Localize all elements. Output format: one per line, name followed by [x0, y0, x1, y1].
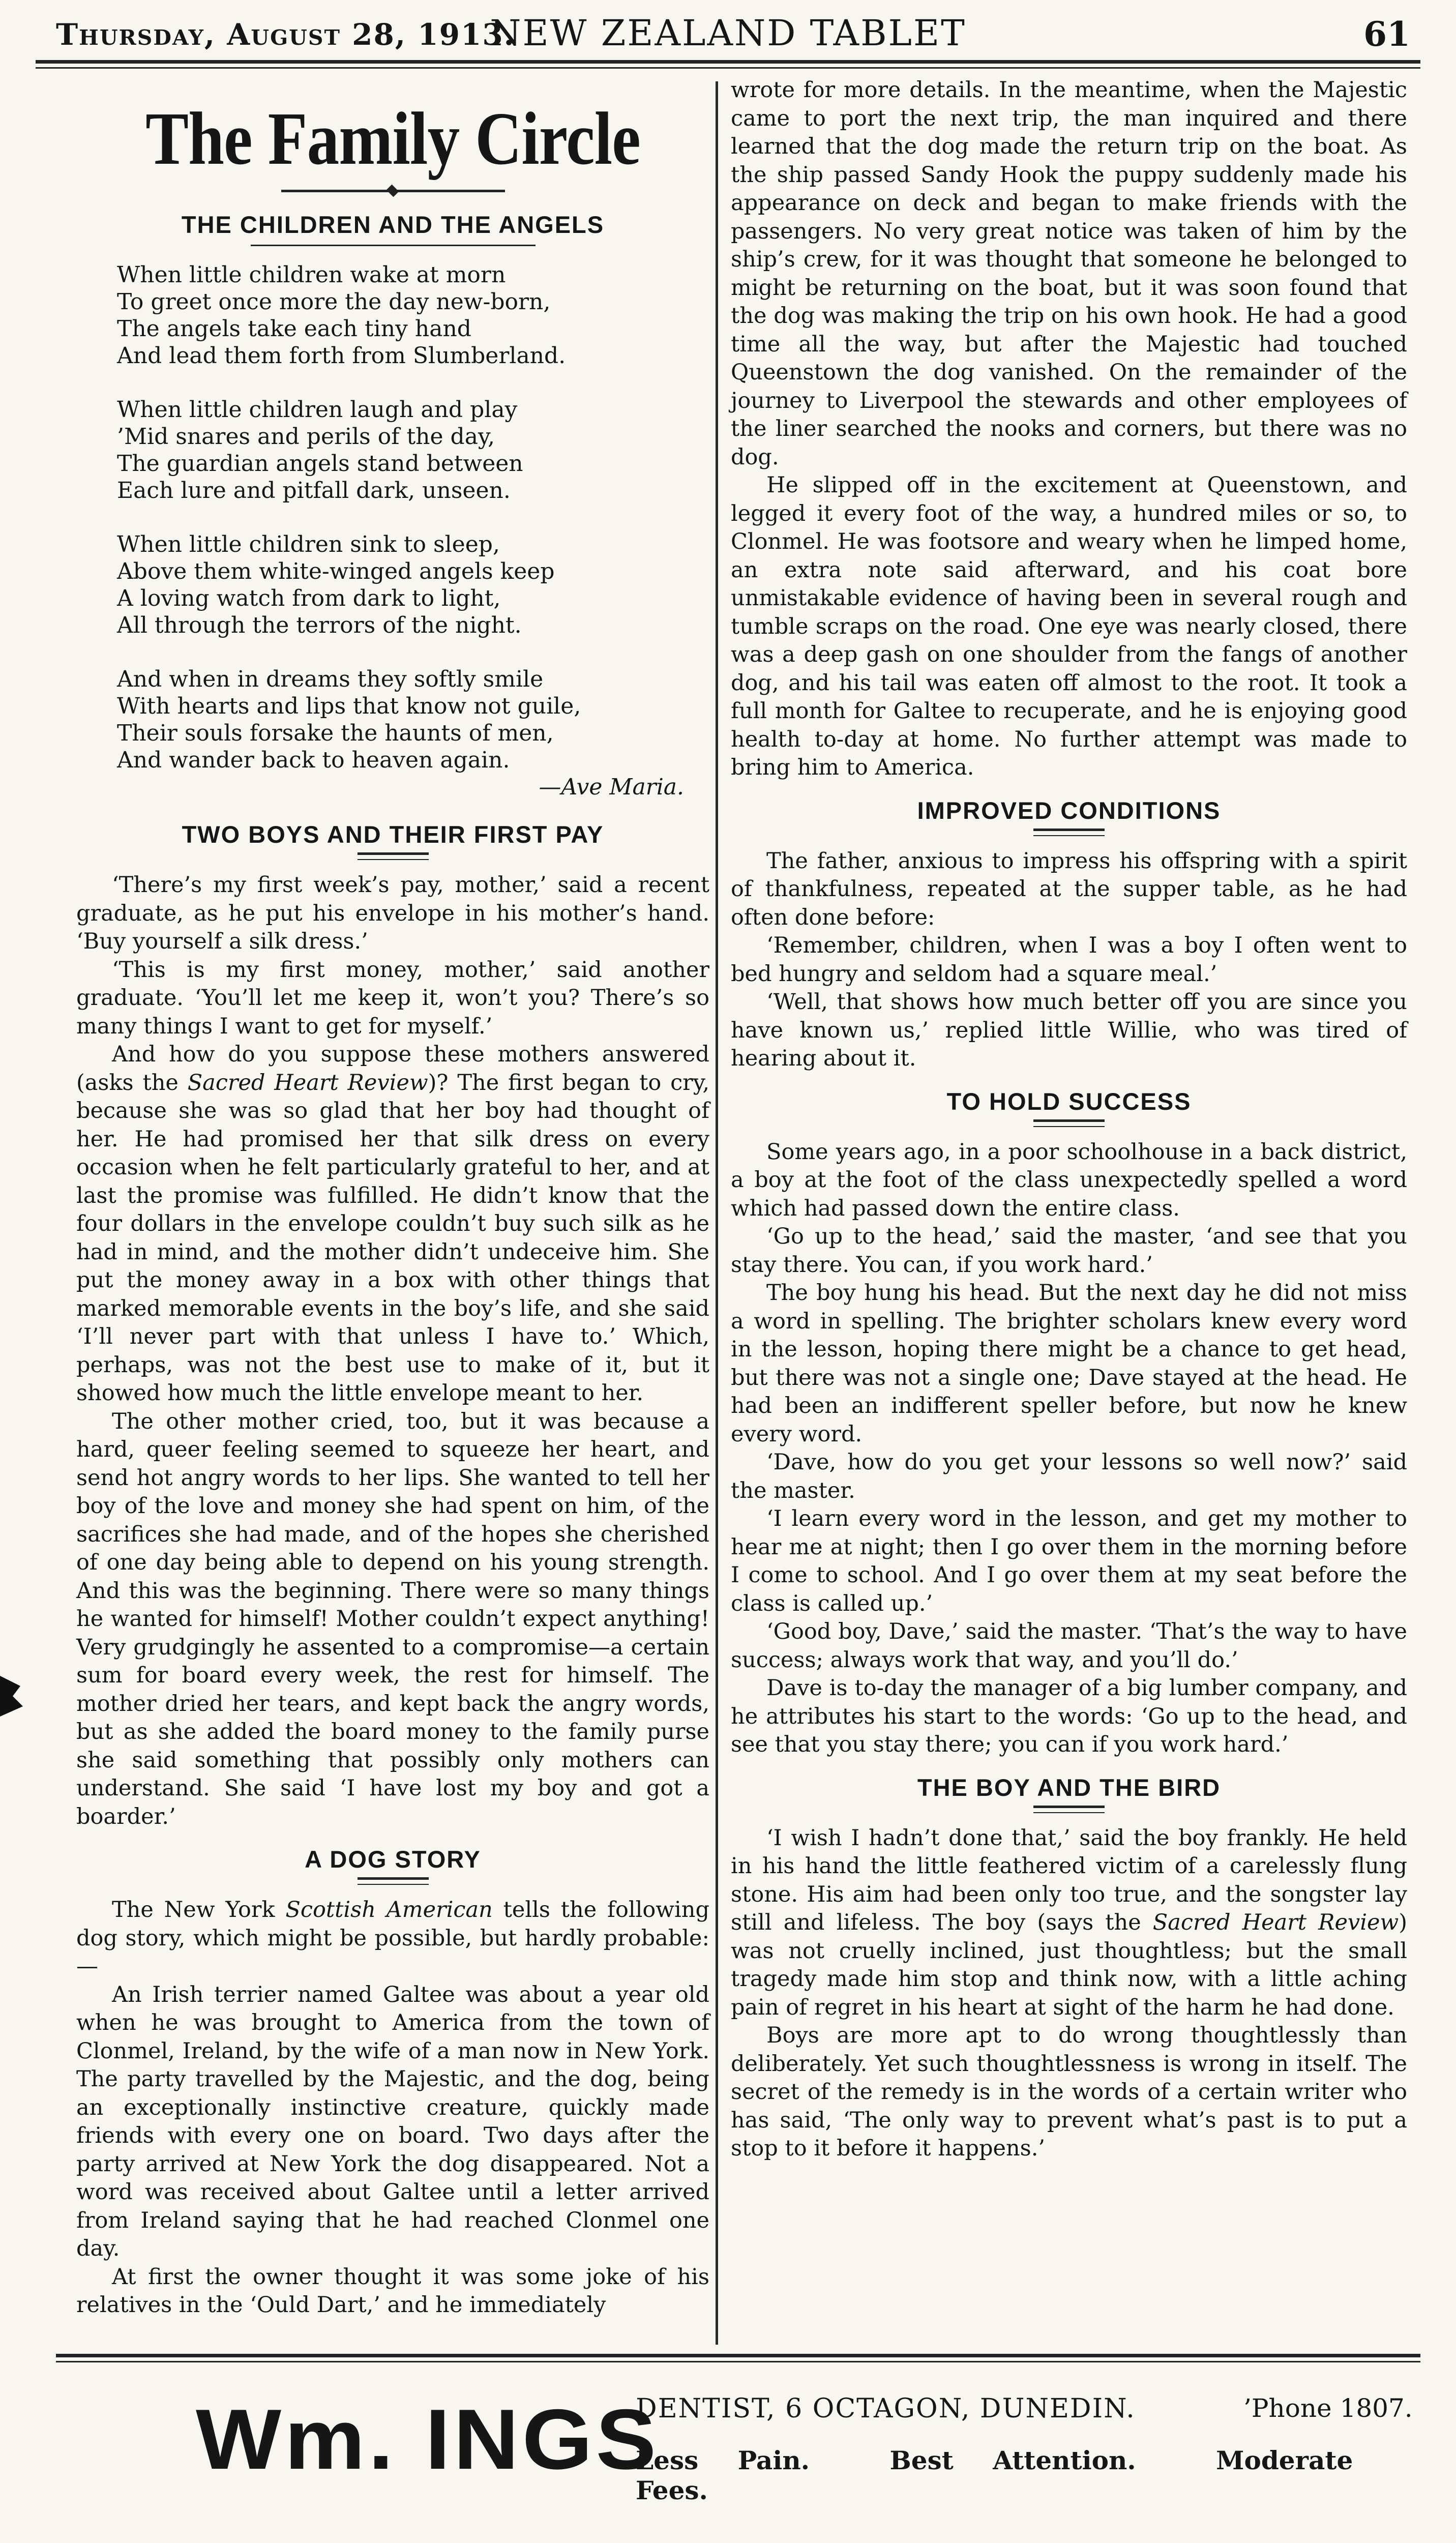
- footer-rule-thin: [56, 2361, 1420, 2362]
- left-column: [76, 76, 709, 2320]
- first-pay-paragraph: ‘There’s my first week’s pay, mother,’ said a recent graduate, as he put his envelope in his mother’s hand. ‘Buy yourself a silk dress.’: [76, 872, 709, 954]
- poem-line: Each lure and pitfall dark, unseen.: [117, 478, 511, 504]
- first-pay-rule: [358, 852, 429, 860]
- first-pay-title: TWO BOYS AND THEIR FIRST PAY: [182, 821, 604, 848]
- success-paragraph: Some years ago, in a poor schoolhouse in a back district, a boy at the foot of the class unexpectedly spelled a word which had passed down the entire class.: [731, 1139, 1407, 1221]
- issue-date: Thursday, August 28, 1913.: [56, 17, 515, 52]
- advert-taglines: [636, 2445, 1456, 2505]
- poem-rule: [251, 245, 536, 246]
- advert-tagline: Less Pain.: [636, 2445, 810, 2475]
- section-title: The Family Circle: [145, 97, 640, 181]
- column-divider: [716, 81, 718, 2345]
- poem-line: With hearts and lips that know not guile,: [117, 693, 581, 719]
- advert-name: Wm. INGS: [196, 2391, 660, 2487]
- poem-stanza: [117, 396, 709, 504]
- improved-paragraph: ‘Well, that shows how much better off you are since you have known us,’ replied little Willie, who was tired of hearing about it.: [731, 989, 1407, 1071]
- poem-line: And lead them forth from Slumberland.: [117, 343, 566, 369]
- poem-line: And when in dreams they softly smile: [117, 666, 544, 692]
- dog-story-paragraph: [76, 1896, 709, 1981]
- title-ornament: [281, 185, 505, 196]
- text-run: ) was not cruelly inclined, just thoughtless; but the small tragedy made him stop and think now, with a little aching pain of regret in his heart at sight of the harm he had done.: [731, 1910, 1407, 2020]
- footer-rule: [56, 2354, 1420, 2357]
- success-paragraph: ‘Good boy, Dave,’ said the master. ‘That’s the way to have success; always work that way, and you’ll do.’: [731, 1619, 1407, 1673]
- poem-stanza: [117, 531, 709, 639]
- advert-tagline: Moderate Fees.: [636, 2445, 1353, 2505]
- success-paragraph: Dave is to-day the manager of a big lumber company, and he attributes his start to the words: ‘Go up to the head, and see that you stay there; you can if you work hard.’: [731, 1675, 1407, 1757]
- improved-paragraph: The father, anxious to impress his offspring with a spirit of thankfulness, repeated at the supper table, as he had often done before:: [731, 848, 1407, 930]
- bird-paragraph: [731, 1824, 1407, 2022]
- poem: [117, 261, 709, 774]
- poem-line: All through the terrors of the night.: [117, 612, 522, 638]
- poem-line: The angels take each tiny hand: [117, 316, 471, 342]
- success-title: TO HOLD SUCCESS: [946, 1087, 1192, 1115]
- text-run: And how do you suppose these mothers answered (asks the: [76, 1042, 709, 1096]
- poem-line: When little children sink to sleep,: [117, 531, 500, 557]
- improved-paragraph: ‘Remember, children, when I was a boy I often went to bed hungry and seldom had a square meal.’: [731, 933, 1407, 987]
- dog-story-title: A DOG STORY: [305, 1846, 481, 1873]
- header-rule: [36, 60, 1420, 64]
- text-run: )? The first began to cry, because she was so glad that her boy had thought of her. He had promised her that silk dress on every occasion when he felt particularly grateful to her, and at last the promise was fulfilled. He didn’t know that the four dollars in the envelope couldn’t buy such silk as he had in mind, and the mother didn’t undeceive him. She put the money away in a box with other things that marked memorable events in the boy’s life, and she said ‘I’ll never part with that unless I have to.’ Which, perhaps, was not the best use to make of it, but it showed how much the little envelope meant to her.: [76, 1070, 709, 1406]
- bird-paragraph: Boys are more apt to do wrong thoughtlessly than deliberately. Yet such thoughtlessness is wrong in itself. The secret of the remedy is in the words of a certain writer who has said, ‘The only way to prevent what’s past is to put a stop to it before it happens.’: [731, 2023, 1407, 2161]
- poem-attribution: —Ave Maria.: [539, 774, 684, 800]
- success-paragraph: ‘I learn every word in the lesson, and get my mother to hear me at night; then I go over them in the morning before I come to school. And I go over them at my seat before the class is called up.’: [731, 1506, 1407, 1616]
- paper-title: NEW ZEALAND TABLET: [490, 12, 966, 54]
- poem-line: Their souls forsake the haunts of men,: [117, 720, 554, 746]
- poem-line: The guardian angels stand between: [117, 451, 523, 477]
- poem-line: And wander back to heaven again.: [117, 747, 510, 773]
- header-rule-thin: [36, 67, 1420, 69]
- improved-rule: [1033, 829, 1105, 836]
- dog-story-paragraph: wrote for more details. In the meantime, when the Majestic came to port the next trip, the man inquired and there learned that the dog made the return trip on the boat. As the ship passed Sandy Hook the puppy suddenly made his appearance on deck and began to make friends with the passengers. No very great notice was taken of him by the ship’s crew, for it was thought that someone he belonged to might be returning on the boat, but it was soon found that the dog was making the trip on his own hook. He had a good time all the way, but after the Majestic had touched Queenstown the dog vanished. On the remainder of the journey to Liverpool the stewards and other employees of the liner searched the nooks and corners, but there was no dog.: [731, 77, 1407, 470]
- improved-title: IMPROVED CONDITIONS: [917, 796, 1221, 824]
- dog-story-rule: [358, 1877, 429, 1885]
- first-pay-paragraph: The other mother cried, too, but it was because a hard, queer feeling seemed to squeeze her heart, and send hot angry words to her lips. She wanted to tell her boy of the love and money she had spent on him, of the sacrifices she had made, and of the hopes she cherished of one day being able to depend on his young strength. And this was the beginning. There were so many things he wanted for himself! Mother couldn’t expect anything! Very grudgingly he assented to a compromise—a certain sum for board every week, the rest for himself. The mother dried her tears, and kept back the angry words, but as she added the board money to the family purse she said something that possibly only mothers can understand. She said ‘I have lost my boy and got a boarder.’: [76, 1408, 709, 1829]
- success-rule: [1033, 1119, 1105, 1127]
- advert-phone: ’Phone 1807.: [1243, 2393, 1413, 2423]
- italic-title: Sacred Heart Review: [1152, 1910, 1399, 1935]
- first-pay-paragraph: [76, 1041, 709, 1408]
- poem-title: THE CHILDREN AND THE ANGELS: [181, 211, 605, 238]
- success-paragraph: The boy hung his head. But the next day he did not miss a word in spelling. The brighter scholars knew every word in the lesson, hoping there might be a chance to get head, but there was not a single one; Dave stayed at the head. He had been an indifferent speller before, but now he knew every word.: [731, 1280, 1407, 1447]
- binding-notch-icon: [0, 1666, 31, 1727]
- poem-stanza: [117, 666, 709, 774]
- right-column: [731, 76, 1407, 2163]
- dog-story-paragraph: He slipped off in the excitement at Queenstown, and legged it every foot of the way, a hundred miles or so, to Clonmel. He was footsore and weary when he limped home, an extra note said afterward, and his coat bore unmistakable evidence of having been in several rough and tumble scraps on the road. One eye was nearly closed, there was a deep gash on one shoulder from the fangs of another dog, and his tail was eaten off almost to the root. It took a full month for Galtee to recuperate, and he is enjoying good health to-day at home. No further attempt was made to bring him to America.: [731, 472, 1407, 780]
- page-number: 61: [1363, 14, 1410, 54]
- poem-stanza: [117, 261, 709, 369]
- text-run: tells the following dog story, which might be possible, but hardly probable:—: [76, 1897, 710, 1979]
- poem-line: A loving watch from dark to light,: [117, 585, 501, 611]
- page-header: [36, 9, 1420, 65]
- poem-line: When little children wake at morn: [117, 262, 506, 288]
- bird-title: THE BOY AND THE BIRD: [917, 1773, 1221, 1801]
- advert-address: DENTIST, 6 OCTAGON, DUNEDIN.: [636, 2393, 1136, 2424]
- text-run: The New York: [112, 1897, 286, 1923]
- poem-line: ’Mid snares and perils of the day,: [117, 424, 495, 450]
- success-paragraph: ‘Dave, how do you get your lessons so well now?’ said the master.: [731, 1450, 1407, 1503]
- dog-story-paragraph: At first the owner thought it was some joke of his relatives in the ‘Ould Dart,’ and he immediately: [76, 2264, 709, 2318]
- italic-title: Scottish American: [285, 1897, 493, 1923]
- success-paragraph: ‘Go up to the head,’ said the master, ‘and see that you stay there. You can, if you work hard.’: [731, 1224, 1407, 1278]
- advert-tagline: Best Attention.: [889, 2445, 1136, 2475]
- poem-line: When little children laugh and play: [117, 397, 518, 423]
- poem-line: Above them white-winged angels keep: [117, 558, 555, 584]
- bird-rule: [1033, 1806, 1105, 1813]
- first-pay-paragraph: ‘This is my first money, mother,’ said another graduate. ‘You’ll let me keep it, won’t you? There’s so many things I want to get for myself.’: [76, 957, 709, 1039]
- italic-title: Sacred Heart Review: [187, 1070, 428, 1096]
- dog-story-paragraph: An Irish terrier named Galtee was about a year old when he was brought to America from the town of Clonmel, Ireland, by the wife of a man now in New York. The party travelled by the Majestic, and the dog, being an exceptionally instinctive creature, quickly made friends with every one on board. Two days after the party arrived at New York the dog disappeared. Not a word was received about Galtee until a letter arrived from Ireland saying that he had reached Clonmel one day.: [76, 1982, 709, 2261]
- text-run: ‘I wish I hadn’t done that,’ said the boy frankly. He held in his hand the little feathered victim of a carelessly flung stone. His aim had been only too true, and the songster lay still and lifeless. The boy (says the: [731, 1825, 1407, 1935]
- poem-line: To greet once more the day new-born,: [117, 289, 551, 315]
